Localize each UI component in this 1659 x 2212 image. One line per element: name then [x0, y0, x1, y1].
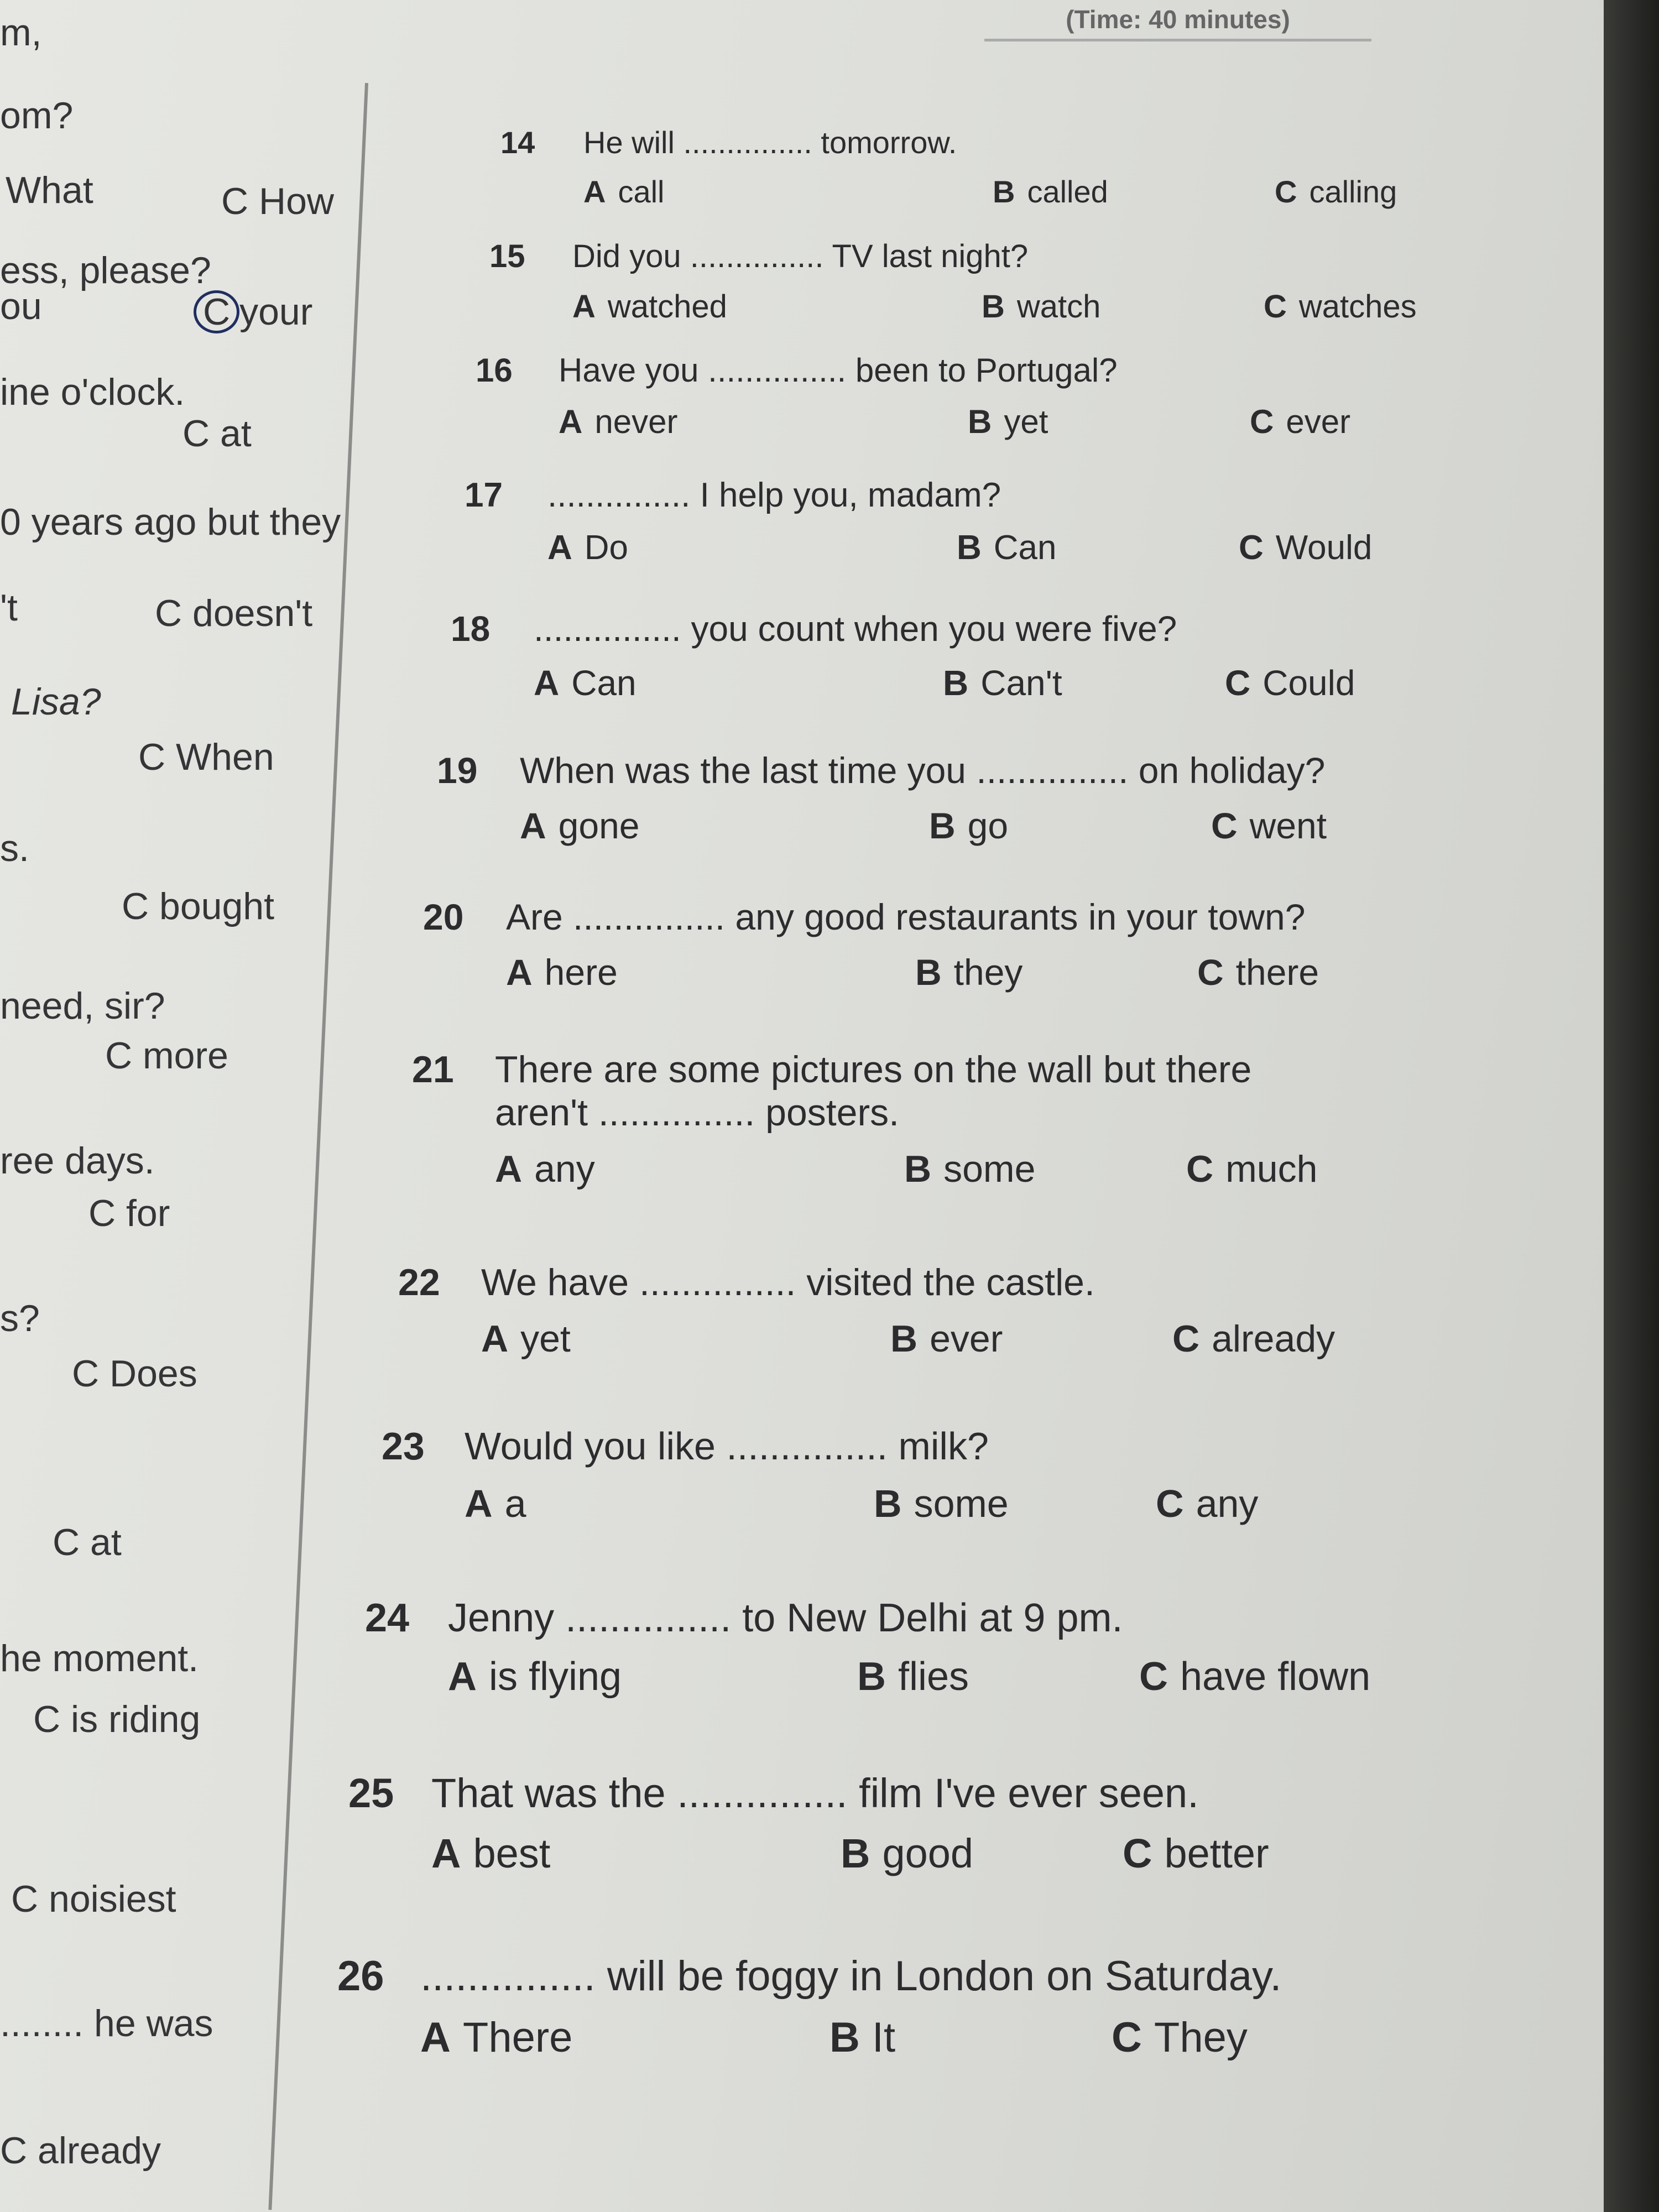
left-fragment: s.	[0, 827, 29, 869]
left-fragment: ree days.	[0, 1140, 155, 1182]
option-c: C calling	[1275, 174, 1397, 209]
option-b: B watch	[982, 289, 1101, 325]
option-c: C any	[1156, 1482, 1259, 1525]
left-fragment: m,	[0, 12, 42, 54]
option-a: A Can	[534, 663, 637, 703]
question-18	[451, 608, 1584, 703]
left-fragment: 't	[0, 587, 18, 629]
question-number: 21	[412, 1048, 454, 1091]
question-15	[489, 238, 1623, 325]
option-c: C watches	[1264, 289, 1417, 325]
option-c: C went	[1211, 805, 1327, 846]
question-24	[365, 1595, 1499, 1699]
question-stem: ............... I help you, madam?	[547, 476, 1001, 514]
left-fragment: C When	[138, 736, 274, 778]
question-25	[348, 1770, 1482, 1877]
option-b: B called	[993, 174, 1108, 209]
left-fragment: om?	[0, 95, 74, 137]
question-26	[337, 1952, 1471, 2062]
option-a: A watched	[572, 289, 727, 325]
question-number: 17	[465, 476, 503, 514]
option-b: B go	[929, 805, 1009, 846]
page-edge-shadow	[1604, 0, 1659, 2212]
question-stem: He will ............... tomorrow.	[583, 125, 957, 160]
left-fragment: ine o'clock.	[0, 371, 185, 413]
option-a: A never	[559, 403, 678, 440]
option-b: B Can	[957, 529, 1057, 567]
question-number: 16	[476, 352, 513, 389]
option-a: A gone	[520, 805, 640, 846]
question-number: 25	[348, 1770, 394, 1816]
question-number: 22	[398, 1261, 440, 1303]
question-stem: Jenny ............... to New Delhi at 9 pm.	[448, 1596, 1123, 1640]
left-fragment-circled	[194, 290, 312, 333]
question-stem: When was the last time you ............... on holiday?	[520, 750, 1326, 791]
question-22	[398, 1261, 1532, 1360]
left-fragment: need, sir?	[0, 985, 165, 1027]
question-number: 18	[451, 609, 491, 649]
option-b: B flies	[857, 1655, 969, 1699]
option-c: C ever	[1250, 403, 1351, 440]
question-17	[465, 476, 1598, 567]
left-fragment: C already	[0, 2130, 161, 2172]
left-fragment: ou	[0, 285, 42, 327]
option-c: C much	[1186, 1148, 1318, 1190]
question-stem: There are some pictures on the wall but there	[495, 1048, 1252, 1091]
option-c: C Would	[1239, 529, 1373, 567]
option-a: A any	[495, 1148, 595, 1190]
question-number: 23	[382, 1425, 425, 1468]
option-a: A call	[583, 174, 665, 209]
option-c: C better	[1123, 1830, 1269, 1876]
option-c: C have flown	[1139, 1655, 1371, 1699]
question-stem: ............... you count when you were five?	[534, 609, 1177, 649]
question-16	[476, 351, 1609, 441]
option-c: C Could	[1225, 663, 1355, 703]
option-b: B some	[904, 1148, 1036, 1190]
question-stem: Are ............... any good restaurants in your town?	[506, 896, 1306, 937]
option-b: B yet	[968, 403, 1048, 440]
option-a: A a	[465, 1482, 526, 1525]
left-fragment: What	[6, 169, 93, 211]
left-fragment: C at	[182, 413, 252, 455]
question-stem: We have ............... visited the castle.	[481, 1261, 1095, 1303]
question-20	[423, 896, 1557, 993]
question-number: 19	[437, 750, 478, 791]
option-c: C already	[1172, 1318, 1335, 1360]
question-number: 26	[337, 1953, 384, 2000]
left-fragment: ess, please?	[0, 249, 211, 291]
option-a: A best	[431, 1830, 551, 1876]
option-b: B some	[874, 1482, 1009, 1525]
option-a: A There	[420, 2014, 573, 2061]
question-number: 14	[500, 125, 535, 160]
left-fragment: C noisiest	[11, 1878, 176, 1920]
question-stem: Did you ............... TV last night?	[572, 238, 1029, 274]
option-b: B good	[841, 1830, 974, 1876]
question-number: 20	[423, 896, 464, 937]
question-number: 24	[365, 1596, 410, 1640]
answer-circle-mark: C	[194, 290, 239, 333]
question-23	[382, 1424, 1515, 1526]
question-stem-line-2: aren't ............... posters.	[495, 1092, 900, 1134]
left-fragment: s?	[0, 1297, 40, 1339]
left-column	[0, 0, 387, 2212]
left-fragment: he moment.	[0, 1637, 199, 1679]
left-fragment: 0 years ago but they	[0, 501, 341, 543]
left-fragment: C How	[221, 180, 335, 222]
left-fragment: ........ he was	[0, 2002, 213, 2044]
option-a: A here	[506, 952, 618, 993]
option-b: B It	[830, 2014, 896, 2061]
option-c: C there	[1197, 952, 1319, 993]
left-fragment: C doesn't	[155, 592, 313, 634]
question-21	[412, 1048, 1546, 1191]
left-fragment: C is riding	[33, 1698, 201, 1740]
left-fragment: Lisa?	[11, 681, 101, 723]
left-fragment: C for	[88, 1192, 170, 1234]
option-a: A is flying	[448, 1655, 622, 1699]
question-stem: ............... will be foggy in London on Saturday.	[420, 1953, 1282, 2000]
time-note: (Time: 40 minutes)	[984, 0, 1371, 41]
option-a: A yet	[481, 1318, 571, 1360]
left-fragment: C more	[105, 1035, 228, 1077]
option-b: B they	[915, 952, 1023, 993]
left-fragment: C at	[53, 1521, 122, 1563]
left-fragment: C Does	[72, 1353, 197, 1395]
question-14	[500, 124, 1634, 210]
question-stem: Have you ............... been to Portugal?	[559, 352, 1118, 389]
question-19	[437, 749, 1571, 847]
left-fragment: C bought	[122, 885, 274, 927]
option-b: B ever	[890, 1318, 1003, 1360]
option-c: C They	[1112, 2014, 1248, 2061]
question-stem: That was the ............... film I've ever seen.	[431, 1770, 1199, 1816]
option-a: A Do	[547, 529, 629, 567]
option-b: B Can't	[943, 663, 1062, 703]
question-stem: Would you like ............... milk?	[465, 1425, 989, 1468]
left-fragment-word: your	[239, 291, 313, 333]
question-number: 15	[489, 238, 525, 274]
